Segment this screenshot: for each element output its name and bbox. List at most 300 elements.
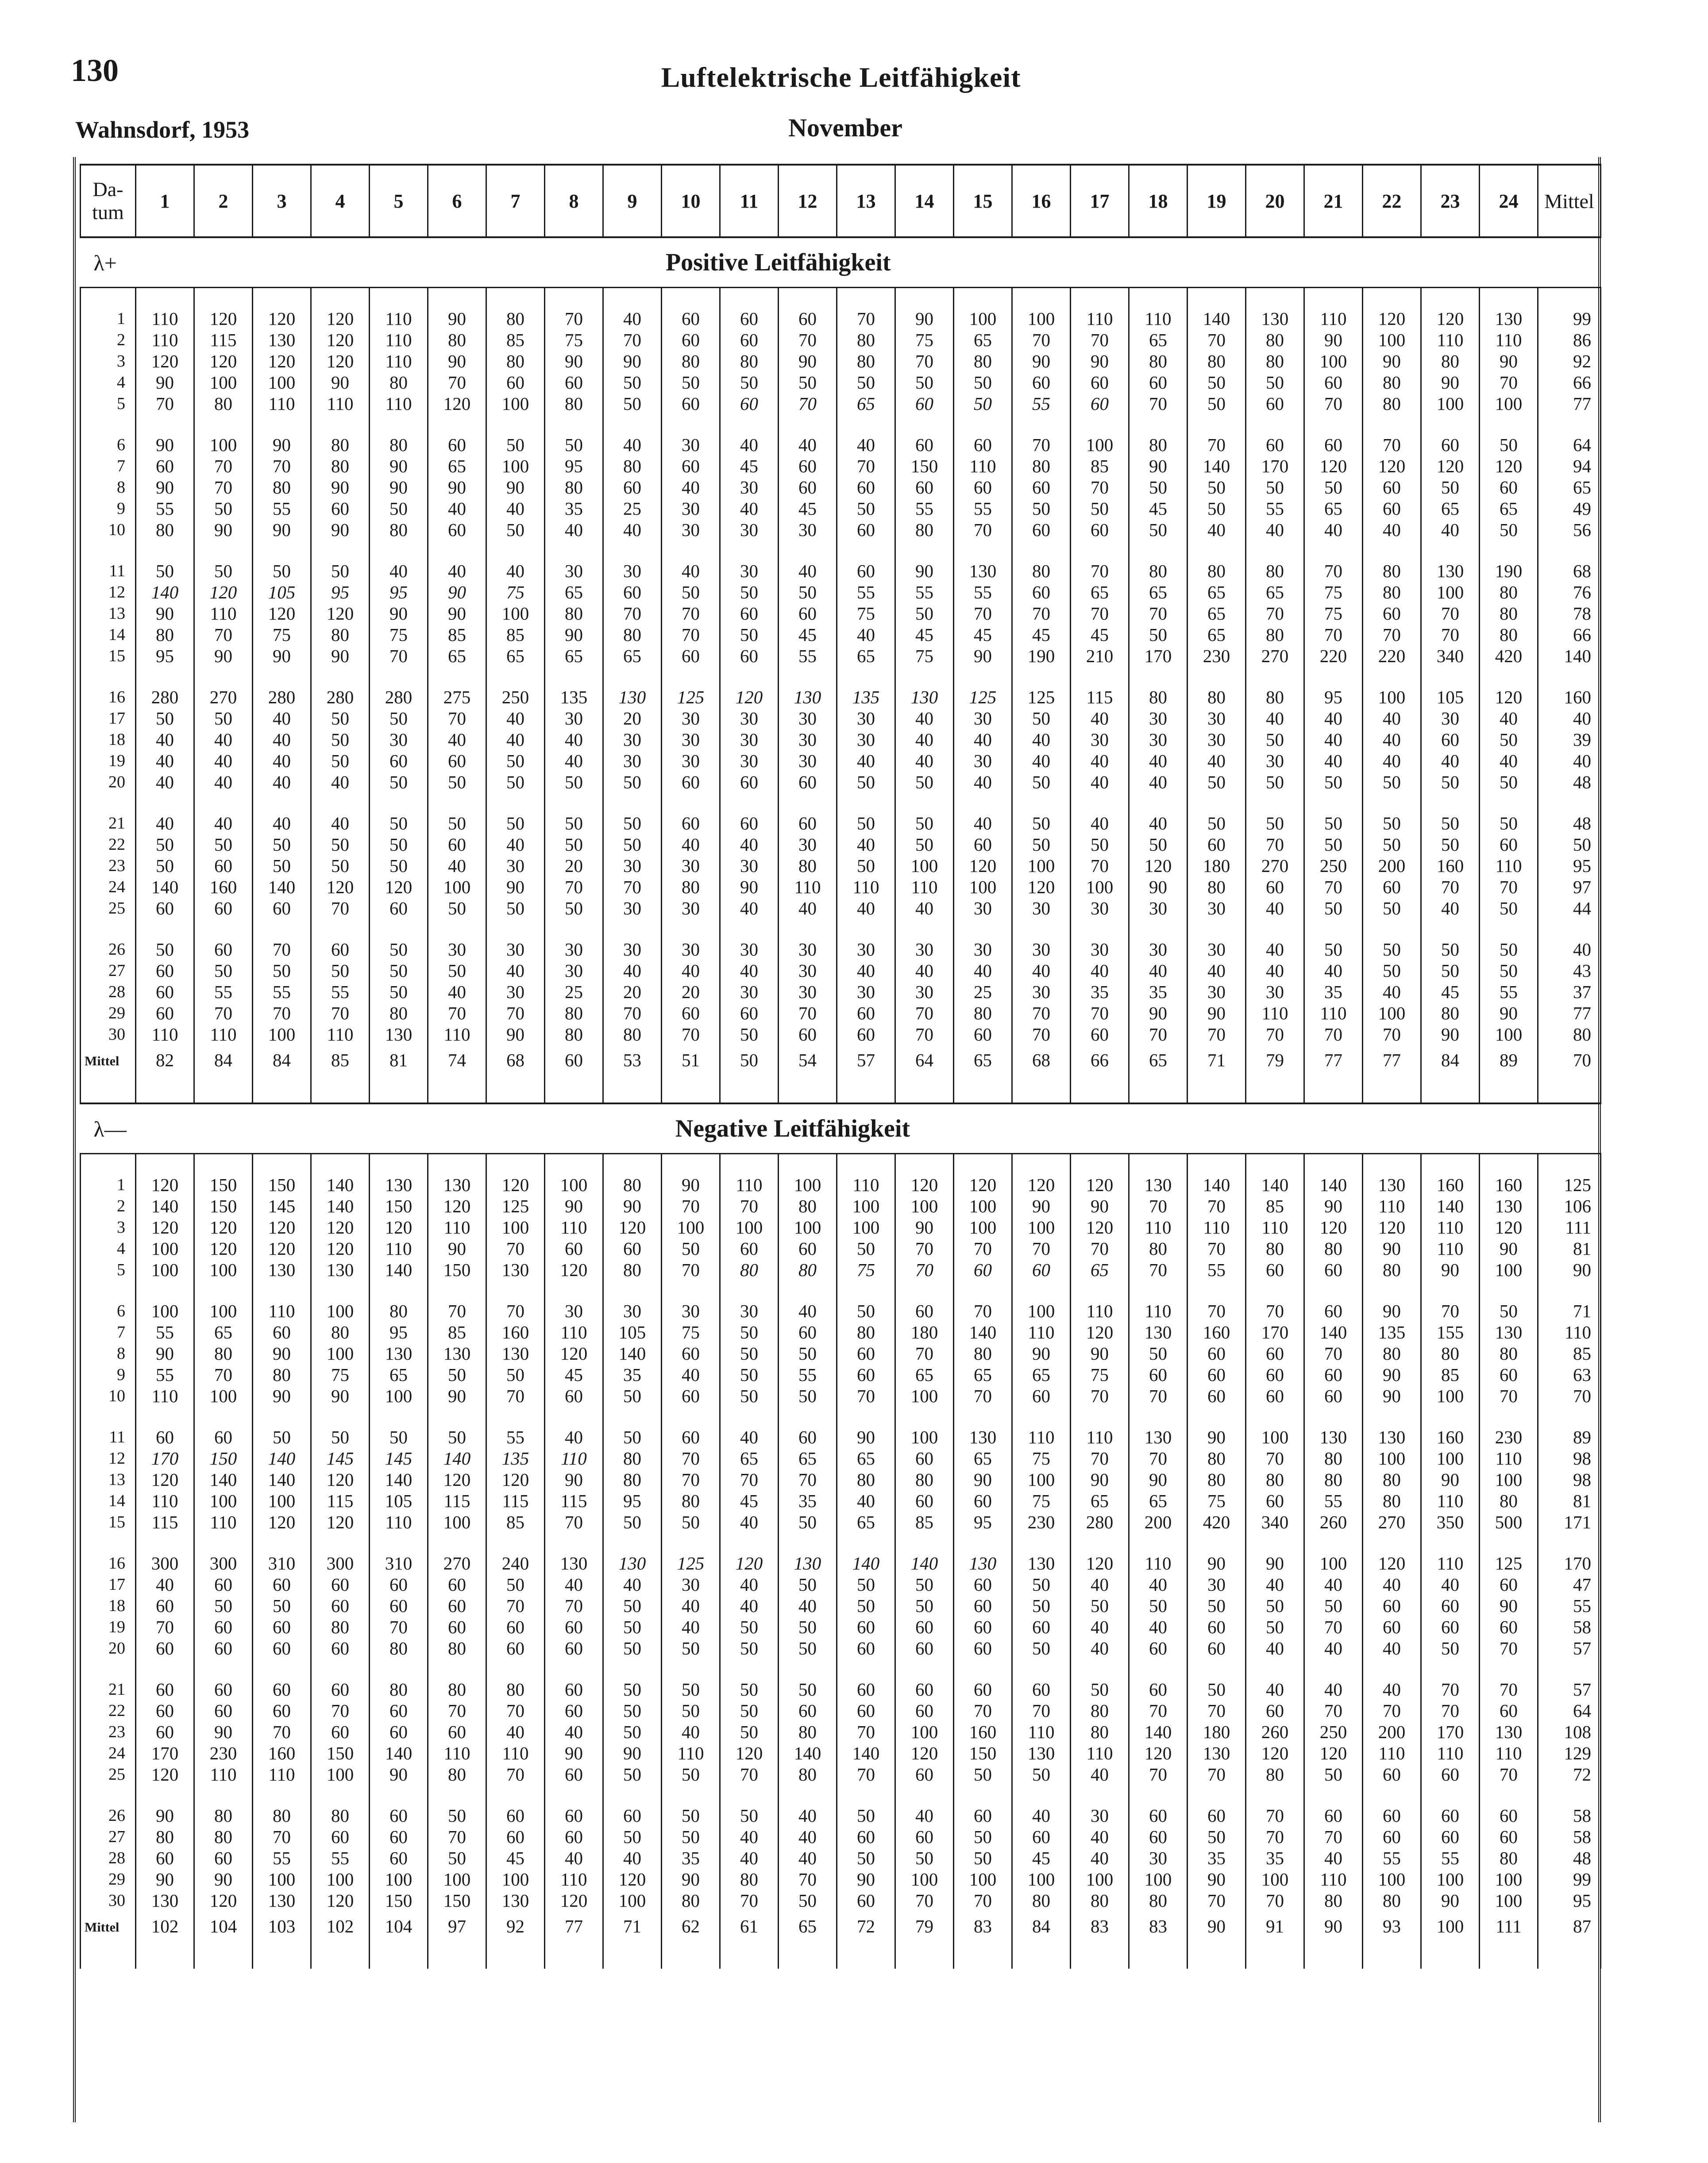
value-cell: 50 (1304, 1764, 1363, 1785)
value-cell: 70 (1421, 603, 1480, 624)
value-cell: 30 (1188, 729, 1246, 750)
value-cell: 50 (603, 1721, 662, 1743)
value-cell: 50 (720, 1364, 779, 1385)
value-cell: 50 (720, 1024, 779, 1045)
value-cell: 80 (720, 1869, 779, 1890)
daily-mean-cell: 37 (1538, 981, 1601, 1002)
hourly-mean-cell: 77 (545, 1911, 603, 1969)
value-cell: 40 (194, 793, 253, 834)
value-cell: 90 (428, 582, 486, 603)
value-cell: 95 (1304, 667, 1363, 708)
value-cell: 120 (253, 351, 311, 372)
value-cell: 40 (779, 540, 837, 582)
value-cell: 140 (253, 876, 311, 898)
value-cell: 140 (311, 1154, 370, 1196)
day-cell: 27 (81, 1826, 136, 1847)
value-cell: 60 (545, 1238, 603, 1259)
value-cell: 50 (720, 1638, 779, 1659)
value-cell: 50 (720, 582, 779, 603)
table-row (81, 876, 1601, 898)
value-cell: 170 (136, 1448, 194, 1469)
value-cell: 80 (1246, 351, 1304, 372)
daily-mean-cell: 125 (1538, 1154, 1601, 1196)
value-cell: 90 (1012, 351, 1071, 372)
value-cell: 120 (1071, 1154, 1129, 1196)
value-cell: 85 (1071, 455, 1129, 477)
value-cell: 30 (779, 729, 837, 750)
value-cell: 30 (662, 498, 720, 519)
value-cell: 170 (1129, 645, 1188, 667)
value-cell: 80 (1012, 455, 1071, 477)
value-cell: 60 (486, 1638, 545, 1659)
value-cell: 80 (370, 1638, 428, 1659)
value-cell: 90 (895, 540, 954, 582)
value-cell: 60 (837, 540, 895, 582)
value-cell: 40 (1071, 793, 1129, 834)
value-cell: 160 (1421, 1407, 1480, 1448)
value-cell: 120 (253, 288, 311, 330)
value-cell: 40 (720, 1826, 779, 1847)
value-cell: 120 (1363, 1533, 1421, 1574)
day-cell: 3 (81, 1217, 136, 1238)
value-cell: 60 (194, 1638, 253, 1659)
value-cell: 80 (545, 393, 603, 414)
value-cell: 110 (370, 351, 428, 372)
positive-mean-row (81, 1045, 1601, 1103)
value-cell: 50 (779, 1511, 837, 1533)
value-cell: 60 (370, 1826, 428, 1847)
day-cell: 20 (81, 1638, 136, 1659)
value-cell: 70 (1188, 1024, 1246, 1045)
value-cell: 50 (603, 771, 662, 793)
hour-header-10: 10 (662, 165, 720, 237)
value-cell: 60 (1012, 519, 1071, 540)
value-cell: 80 (1129, 1238, 1188, 1259)
value-cell: 30 (954, 898, 1012, 919)
value-cell: 50 (1480, 414, 1538, 455)
value-cell: 80 (837, 1469, 895, 1490)
value-cell: 65 (1188, 582, 1246, 603)
value-cell: 30 (662, 919, 720, 960)
value-cell: 40 (1129, 793, 1188, 834)
value-cell: 110 (194, 1764, 253, 1785)
value-cell: 40 (428, 981, 486, 1002)
value-cell: 80 (545, 603, 603, 624)
value-cell: 75 (837, 603, 895, 624)
value-cell: 40 (311, 771, 370, 793)
value-cell: 80 (779, 1259, 837, 1280)
value-cell: 100 (194, 414, 253, 455)
value-cell: 70 (311, 1002, 370, 1024)
hourly-mean-cell: 65 (954, 1045, 1012, 1103)
value-cell: 70 (662, 624, 720, 645)
value-cell: 60 (194, 1659, 253, 1700)
hourly-mean-cell: 68 (1012, 1045, 1071, 1103)
hour-header-8: 8 (545, 165, 603, 237)
table-row (81, 708, 1601, 729)
value-cell: 50 (253, 960, 311, 981)
value-cell: 30 (1188, 708, 1246, 729)
value-cell: 60 (545, 372, 603, 393)
value-cell: 100 (1421, 1869, 1480, 1890)
day-cell: 9 (81, 498, 136, 519)
value-cell: 120 (428, 393, 486, 414)
value-cell: 120 (954, 1154, 1012, 1196)
value-cell: 125 (486, 1195, 545, 1217)
value-cell: 60 (837, 1002, 895, 1024)
value-cell: 50 (1246, 372, 1304, 393)
value-cell: 160 (486, 1322, 545, 1343)
value-cell: 120 (720, 1533, 779, 1574)
value-cell: 70 (779, 393, 837, 414)
value-cell: 50 (194, 1595, 253, 1616)
value-cell: 130 (1480, 1721, 1538, 1743)
value-cell: 120 (136, 351, 194, 372)
hour-header-16: 16 (1012, 165, 1071, 237)
value-cell: 50 (1012, 793, 1071, 834)
value-cell: 160 (1421, 855, 1480, 876)
negative-title: Negative Leitfähigkeit (675, 1115, 910, 1142)
value-cell: 50 (1188, 477, 1246, 498)
value-cell: 40 (1071, 960, 1129, 981)
datum-header (81, 165, 136, 237)
day-cell: 14 (81, 1490, 136, 1511)
positive-section-header (81, 237, 1601, 288)
value-cell: 140 (603, 1343, 662, 1364)
daily-mean-cell: 99 (1538, 288, 1601, 330)
value-cell: 60 (837, 1638, 895, 1659)
value-cell: 30 (1129, 919, 1188, 960)
hourly-mean-cell: 83 (954, 1911, 1012, 1969)
value-cell: 130 (603, 1533, 662, 1574)
value-cell: 40 (194, 729, 253, 750)
value-cell: 70 (545, 876, 603, 898)
day-cell: 21 (81, 1659, 136, 1700)
value-cell: 270 (194, 667, 253, 708)
value-cell: 60 (954, 1024, 1012, 1045)
value-cell: 40 (662, 1616, 720, 1638)
daily-mean-cell: 86 (1538, 329, 1601, 351)
value-cell: 60 (779, 288, 837, 330)
value-cell: 30 (720, 750, 779, 771)
value-cell: 40 (720, 414, 779, 455)
daily-mean-cell: 97 (1538, 876, 1601, 898)
day-cell: 5 (81, 1259, 136, 1280)
value-cell: 70 (486, 1764, 545, 1785)
hourly-mean-cell: 57 (837, 1045, 895, 1103)
value-cell: 110 (1188, 1217, 1246, 1238)
value-cell: 50 (779, 1890, 837, 1911)
value-cell: 60 (779, 1407, 837, 1448)
value-cell: 50 (720, 1322, 779, 1343)
value-cell: 55 (954, 498, 1012, 519)
value-cell: 70 (428, 1280, 486, 1322)
value-cell: 135 (837, 667, 895, 708)
value-cell: 50 (837, 498, 895, 519)
value-cell: 60 (603, 477, 662, 498)
value-cell: 150 (194, 1448, 253, 1469)
value-cell: 70 (486, 1002, 545, 1024)
day-cell: 12 (81, 582, 136, 603)
value-cell: 135 (545, 667, 603, 708)
value-cell: 55 (194, 981, 253, 1002)
value-cell: 70 (895, 1343, 954, 1364)
value-cell: 40 (1071, 771, 1129, 793)
value-cell: 60 (1188, 834, 1246, 855)
value-cell: 300 (194, 1533, 253, 1574)
value-cell: 30 (720, 919, 779, 960)
value-cell: 30 (895, 919, 954, 960)
value-cell: 50 (954, 1764, 1012, 1785)
value-cell: 130 (895, 667, 954, 708)
value-cell: 90 (311, 477, 370, 498)
value-cell: 90 (1363, 1364, 1421, 1385)
value-cell: 140 (311, 1195, 370, 1217)
value-cell: 40 (428, 855, 486, 876)
value-cell: 50 (603, 1826, 662, 1847)
value-cell: 60 (1480, 1364, 1538, 1385)
value-cell: 60 (253, 1574, 311, 1595)
value-cell: 190 (1012, 645, 1071, 667)
value-cell: 50 (1188, 498, 1246, 519)
value-cell: 60 (428, 1616, 486, 1638)
value-cell: 100 (1071, 876, 1129, 898)
daily-mean-cell: 89 (1538, 1407, 1601, 1448)
value-cell: 30 (486, 981, 545, 1002)
value-cell: 50 (954, 372, 1012, 393)
value-cell: 40 (603, 1847, 662, 1869)
value-cell: 70 (837, 1764, 895, 1785)
value-cell: 50 (1188, 1659, 1246, 1700)
value-cell: 80 (311, 624, 370, 645)
value-cell: 210 (1071, 645, 1129, 667)
value-cell: 80 (486, 288, 545, 330)
day-cell: 12 (81, 1448, 136, 1469)
value-cell: 50 (545, 834, 603, 855)
value-cell: 60 (720, 771, 779, 793)
value-cell: 50 (895, 1595, 954, 1616)
table-row (81, 498, 1601, 519)
value-cell: 60 (603, 1238, 662, 1259)
value-cell: 50 (1304, 793, 1363, 834)
value-cell: 150 (194, 1154, 253, 1196)
value-cell: 40 (1421, 519, 1480, 540)
value-cell: 50 (486, 898, 545, 919)
value-cell: 85 (428, 624, 486, 645)
value-cell: 260 (1246, 1721, 1304, 1743)
day-cell: 28 (81, 1847, 136, 1869)
value-cell: 110 (1480, 855, 1538, 876)
value-cell: 50 (1129, 1595, 1188, 1616)
value-cell: 60 (1071, 519, 1129, 540)
value-cell: 40 (1071, 1616, 1129, 1638)
value-cell: 40 (837, 414, 895, 455)
day-cell: 16 (81, 1533, 136, 1574)
value-cell: 60 (486, 1826, 545, 1847)
daily-mean-cell: 71 (1538, 1280, 1601, 1322)
daily-mean-cell: 171 (1538, 1511, 1601, 1533)
value-cell: 30 (720, 519, 779, 540)
day-cell: 6 (81, 414, 136, 455)
value-cell: 60 (1071, 1024, 1129, 1045)
value-cell: 150 (428, 1890, 486, 1911)
value-cell: 100 (837, 1195, 895, 1217)
value-cell: 50 (253, 1407, 311, 1448)
value-cell: 50 (779, 1385, 837, 1407)
value-cell: 70 (1246, 1280, 1304, 1322)
value-cell: 110 (1012, 1407, 1071, 1448)
value-cell: 110 (370, 1511, 428, 1533)
value-cell: 50 (720, 1385, 779, 1407)
value-cell: 90 (837, 1869, 895, 1890)
value-cell: 90 (428, 603, 486, 624)
value-cell: 60 (662, 771, 720, 793)
value-cell: 50 (837, 372, 895, 393)
value-cell: 80 (779, 855, 837, 876)
value-cell: 115 (311, 1490, 370, 1511)
value-cell: 110 (837, 1154, 895, 1196)
value-cell: 50 (603, 1659, 662, 1700)
value-cell: 40 (1129, 750, 1188, 771)
value-cell: 50 (253, 855, 311, 876)
value-cell: 60 (194, 1407, 253, 1448)
value-cell: 50 (662, 1638, 720, 1659)
value-cell: 70 (1304, 393, 1363, 414)
value-cell: 110 (370, 393, 428, 414)
value-cell: 55 (253, 498, 311, 519)
value-cell: 60 (837, 1364, 895, 1385)
value-cell: 40 (1246, 960, 1304, 981)
value-cell: 155 (1421, 1322, 1480, 1343)
value-cell: 50 (720, 624, 779, 645)
value-cell: 70 (895, 1002, 954, 1024)
table-row (81, 1002, 1601, 1024)
value-cell: 60 (370, 1574, 428, 1595)
value-cell: 90 (895, 288, 954, 330)
value-cell: 70 (253, 919, 311, 960)
value-cell: 70 (486, 1385, 545, 1407)
overall-mean-cell: 70 (1538, 1045, 1601, 1103)
value-cell: 40 (1421, 750, 1480, 771)
value-cell: 60 (1188, 1364, 1246, 1385)
value-cell: 50 (662, 1238, 720, 1259)
value-cell: 80 (1071, 1721, 1129, 1743)
value-cell: 60 (311, 919, 370, 960)
value-cell: 70 (194, 455, 253, 477)
value-cell: 70 (895, 1890, 954, 1911)
value-cell: 70 (662, 1195, 720, 1217)
month-label: November (788, 113, 902, 142)
value-cell: 100 (545, 1154, 603, 1196)
value-cell: 70 (837, 1385, 895, 1407)
value-cell: 90 (370, 603, 428, 624)
daily-mean-cell: 48 (1538, 1847, 1601, 1869)
value-cell: 70 (1012, 1002, 1071, 1024)
table-row (81, 414, 1601, 455)
value-cell: 40 (895, 960, 954, 981)
value-cell: 100 (1421, 1385, 1480, 1407)
value-cell: 60 (253, 1616, 311, 1638)
value-cell: 60 (136, 1595, 194, 1616)
table-row (81, 1869, 1601, 1890)
value-cell: 45 (545, 1364, 603, 1385)
value-cell: 80 (428, 1764, 486, 1785)
value-cell: 50 (662, 1659, 720, 1700)
value-cell: 45 (1071, 624, 1129, 645)
value-cell: 160 (954, 1721, 1012, 1743)
value-cell: 110 (1071, 1407, 1129, 1448)
value-cell: 90 (603, 1743, 662, 1764)
value-cell: 35 (1129, 981, 1188, 1002)
value-cell: 120 (1480, 667, 1538, 708)
value-cell: 70 (1421, 1280, 1480, 1322)
value-cell: 110 (1363, 1195, 1421, 1217)
value-cell: 60 (779, 1700, 837, 1721)
value-cell: 70 (1188, 1195, 1246, 1217)
value-cell: 70 (1480, 1638, 1538, 1659)
value-cell: 40 (1246, 519, 1304, 540)
value-cell: 80 (253, 477, 311, 498)
daily-mean-cell: 40 (1538, 708, 1601, 729)
value-cell: 40 (1363, 1574, 1421, 1595)
value-cell: 40 (837, 624, 895, 645)
value-cell: 150 (428, 1259, 486, 1280)
value-cell: 70 (1363, 624, 1421, 645)
daily-mean-cell: 64 (1538, 1700, 1601, 1721)
value-cell: 120 (253, 1238, 311, 1259)
value-cell: 50 (1304, 771, 1363, 793)
value-cell: 110 (1304, 1869, 1363, 1890)
value-cell: 110 (1480, 1743, 1538, 1764)
value-cell: 100 (1363, 329, 1421, 351)
value-cell: 120 (1246, 1743, 1304, 1764)
value-cell: 60 (837, 519, 895, 540)
value-cell: 120 (545, 1890, 603, 1911)
value-cell: 500 (1480, 1511, 1538, 1533)
value-cell: 140 (1188, 455, 1246, 477)
value-cell: 30 (837, 919, 895, 960)
hour-header-13: 13 (837, 165, 895, 237)
value-cell: 120 (954, 855, 1012, 876)
table-row (81, 919, 1601, 960)
value-cell: 100 (1012, 288, 1071, 330)
value-cell: 45 (720, 1490, 779, 1511)
daily-mean-cell: 56 (1538, 519, 1601, 540)
value-cell: 60 (194, 1847, 253, 1869)
value-cell: 130 (253, 1259, 311, 1280)
value-cell: 70 (1012, 1238, 1071, 1259)
value-cell: 90 (1421, 1890, 1480, 1911)
value-cell: 60 (1071, 393, 1129, 414)
value-cell: 100 (1421, 393, 1480, 414)
value-cell: 30 (486, 855, 545, 876)
value-cell: 40 (720, 1574, 779, 1595)
value-cell: 160 (1188, 1322, 1246, 1343)
value-cell: 40 (837, 898, 895, 919)
day-cell: 19 (81, 750, 136, 771)
value-cell: 80 (370, 519, 428, 540)
value-cell: 50 (194, 834, 253, 855)
daily-mean-cell: 66 (1538, 372, 1601, 393)
hourly-mean-cell: 68 (486, 1045, 545, 1103)
value-cell: 30 (603, 729, 662, 750)
value-cell: 420 (1188, 1511, 1246, 1533)
value-cell: 30 (545, 919, 603, 960)
value-cell: 60 (895, 1448, 954, 1469)
value-cell: 240 (486, 1533, 545, 1574)
value-cell: 90 (1129, 1469, 1188, 1490)
value-cell: 100 (136, 1259, 194, 1280)
